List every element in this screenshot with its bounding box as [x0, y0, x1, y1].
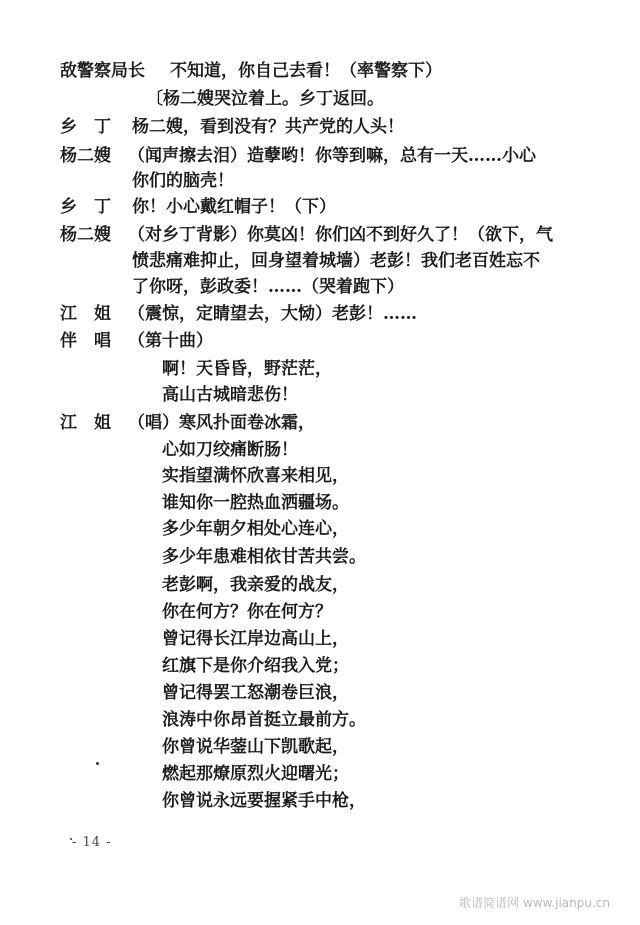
lyric-text: 多少年朝夕相处心连心， [162, 519, 349, 539]
speaker-label: 敌警察局长 [60, 61, 145, 81]
lyric-text: 啊！天昏昏，野茫茫， [162, 359, 332, 379]
speaker-label: 江 姐 [60, 304, 111, 324]
dialogue-text: 杨二嫂，看到没有？共产党的人头！ [132, 117, 404, 137]
speaker-label: 乡 丁 [60, 117, 111, 137]
dialogue-text: （第十曲） [128, 331, 213, 351]
lyric-text: 曾记得长江岸边高山上， [162, 629, 349, 649]
lyric-text: 心如刀绞痛断肠！ [162, 440, 298, 460]
stage-direction: 〔杨二嫂哭泣着上。乡丁返回。 [146, 89, 384, 109]
lyric-text: 你曾说华蓥山下凯歌起， [162, 737, 349, 757]
speaker-label: 杨二嫂 [60, 225, 111, 245]
lyric-text: 红旗下是你介绍我入党； [162, 656, 349, 676]
site-watermark: 歌谱简谱网 www.jianpu.cn [459, 896, 610, 910]
lyric-text: 你曾说永远要握紧手中枪， [162, 791, 366, 811]
dialogue-text: （对乡丁背影）你莫凶！你们凶不到好久了！（欲下，气 [128, 225, 553, 245]
speaker-label: 乡 丁 [60, 197, 111, 217]
lyric-text: 老彭啊，我亲爱的战友， [162, 575, 349, 595]
lyric-text: 燃起那燎原烈火迎曙光； [162, 764, 349, 784]
speaker-label: 伴 唱 [60, 331, 111, 351]
lyric-text: 高山古城暗悲伤！ [162, 385, 298, 405]
speck-mark [96, 762, 99, 765]
dialogue-text: 了你呀，彭政委！……（哭着跑下） [132, 277, 404, 297]
dialogue-text: 你们的脑壳！ [132, 171, 234, 191]
speaker-label: 江 姐 [60, 413, 111, 433]
lyric-text: 实指望满怀欣喜来相见， [162, 466, 349, 486]
dialogue-text: （震惊，定睛望去，大恸）老彭！…… [128, 304, 417, 324]
lyric-text: 浪涛中你昂首挺立最前方。 [162, 710, 366, 730]
lyric-text: 谁知你一腔热血洒疆场。 [162, 493, 349, 513]
dialogue-text: （闻声擦去泪）造孽哟！你等到嘛，总有一天……小心 [128, 146, 536, 166]
dialogue-text: 你！小心戴红帽子！（下） [132, 197, 336, 217]
lyric-text: 曾记得罢工怒潮卷巨浪， [162, 683, 349, 703]
lyric-text: （唱）寒风扑面卷冰霜， [128, 413, 315, 433]
lyric-text: 你在何方？你在何方？ [162, 602, 332, 622]
page-number: - 14 - [72, 835, 112, 850]
lyric-text: 多少年患难相依甘苦共尝。 [162, 547, 366, 567]
speaker-label: 杨二嫂 [60, 146, 111, 166]
dialogue-text: 愤悲痛难抑止，回身望着城墙）老彭！我们老百姓忘不 [132, 251, 540, 271]
dialogue-text: 不知道，你自己去看！（率警察下） [170, 61, 442, 81]
